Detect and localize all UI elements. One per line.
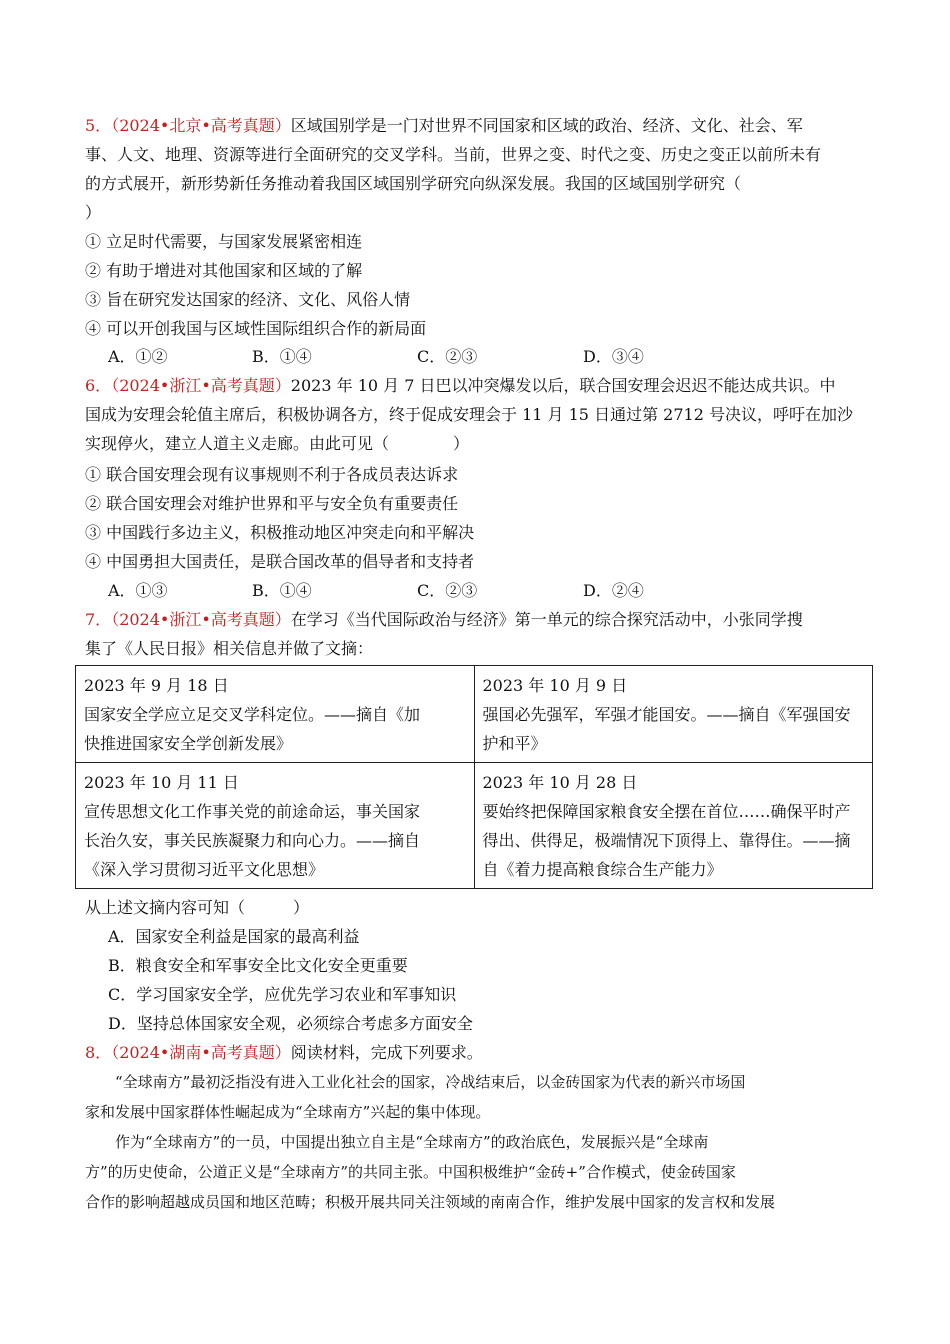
- q8-material-line: “全球南方”最初泛指没有进入工业化社会的国家，冷战结束后，以金砖国家为代表的新兴市场国: [85, 1073, 746, 1091]
- table-cell: [76, 666, 475, 763]
- table-cell: [76, 763, 475, 889]
- q8-intro: 阅读材料，完成下列要求。: [290, 1043, 483, 1062]
- q5-line-4: ）: [85, 203, 102, 222]
- excerpt-text: 自《着力提高粮食综合生产能力》: [482, 860, 723, 879]
- q5-option-d[interactable]: D．③④: [583, 347, 644, 366]
- q5-option-b[interactable]: B．①④: [252, 347, 312, 366]
- q6-line-3: 实现停火，建立人道主义走廊。由此可见（ ）: [85, 434, 470, 453]
- q5-option-a[interactable]: A．①②: [108, 347, 168, 366]
- excerpt-text: 宣传思想文化工作事关党的前途命运，事关国家: [84, 802, 421, 821]
- q7-option-a[interactable]: A．国家安全利益是国家的最高利益: [108, 927, 360, 946]
- q6-number: 6．: [85, 376, 112, 395]
- q8-source: （2024•湖南•高考真题）: [111, 1043, 291, 1062]
- excerpt-text: 长治久安，事关民族凝聚力和向心力。——摘自: [84, 831, 421, 850]
- q8-material-line: 家和发展中国家群体性崛起成为“全球南方”兴起的集中体现。: [85, 1103, 491, 1121]
- q6-option-d[interactable]: D．②④: [583, 581, 644, 600]
- q6-item-3: ③ 中国践行多边主义，积极推动地区冲突走向和平解决: [85, 523, 475, 542]
- excerpt-date: 2023 年 9 月 18 日: [84, 676, 229, 695]
- q6-option-b[interactable]: B．①④: [252, 581, 312, 600]
- q7-line-2: 集了《人民日报》相关信息并做了文摘：: [85, 639, 374, 658]
- q5-item-2: ② 有助于增进对其他国家和区域的了解: [85, 261, 363, 280]
- excerpt-text: 国家安全学应立足交叉学科定位。——摘自《加: [84, 705, 421, 724]
- q7-option-c[interactable]: C．学习国家安全学，应优先学习农业和军事知识: [108, 985, 457, 1004]
- q7-text-1: 在学习《当代国际政治与经济》第一单元的综合探究活动中，小张同学搜: [290, 610, 803, 629]
- q6-item-1: ① 联合国安理会现有议事规则不利于各成员表达诉求: [85, 465, 459, 484]
- q7-line-1: [85, 605, 875, 634]
- excerpt-text: 《深入学习贯彻习近平文化思想》: [84, 860, 325, 879]
- q6-source: （2024•浙江•高考真题）: [111, 376, 291, 395]
- q8-material-line: 作为“全球南方”的一员，中国提出独立自主是“全球南方”的政治底色，发展振兴是“全球南: [85, 1133, 709, 1151]
- q8-material-line: 方”的历史使命，公道正义是“全球南方”的共同主张。中国积极维护“金砖+”合作模式，使金砖国家: [85, 1163, 736, 1181]
- table-row: [76, 666, 873, 763]
- q8-line-1: [85, 1038, 875, 1067]
- table-cell: [474, 666, 873, 763]
- q5-option-c[interactable]: C．②③: [417, 347, 478, 366]
- q6-line-2: 国成为安理会轮值主席后，积极协调各方，终于促成安理会于 11 月 15 日通过第 2712 号决议，呼吁在加沙: [85, 405, 853, 424]
- q5-item-3: ③ 旨在研究发达国家的经济、文化、风俗人情: [85, 290, 411, 309]
- q6-line-1: [85, 371, 875, 400]
- excerpt-text: 快推进国家安全学创新发展》: [84, 734, 293, 753]
- excerpt-table: [75, 665, 873, 889]
- excerpt-text: 要始终把保障国家粮食安全摆在首位……确保平时产: [482, 802, 851, 821]
- q8-material-line: 合作的影响超越成员国和地区范畴；积极开展共同关注领域的南南合作，维护发展中国家的发言权和发展: [85, 1193, 776, 1211]
- excerpt-date: 2023 年 10 月 28 日: [482, 773, 638, 792]
- q6-text-1: 2023 年 10 月 7 日巴以冲突爆发以后，联合国安理会迟迟不能达成共识。中: [290, 376, 836, 395]
- q5-item-4: ④ 可以开创我国与区域性国际组织合作的新局面: [85, 319, 427, 338]
- q6-item-4: ④ 中国勇担大国责任，是联合国改革的倡导者和支持者: [85, 552, 475, 571]
- q5-number: 5．: [85, 116, 112, 135]
- q7-stem: 从上述文摘内容可知（ ）: [85, 898, 310, 917]
- q7-number: 7．: [85, 610, 112, 629]
- q6-option-c[interactable]: C．②③: [417, 581, 478, 600]
- excerpt-text: 得出、供得足，极端情况下顶得上、靠得住。——摘: [482, 831, 851, 850]
- q8-number: 8．: [85, 1043, 112, 1062]
- q6-item-2: ② 联合国安理会对维护世界和平与安全负有重要责任: [85, 494, 459, 513]
- q5-item-1: ① 立足时代需要，与国家发展紧密相连: [85, 232, 363, 251]
- q5-line-2: 事、人文、地理、资源等进行全面研究的交叉学科。当前，世界之变、时代之变、历史之变正以前所未有: [85, 145, 822, 164]
- excerpt-text: 护和平》: [482, 734, 547, 753]
- q5-text-1: 区域国别学是一门对世界不同国家和区域的政治、经济、文化、社会、军: [290, 116, 803, 135]
- q5-source: （2024•北京•高考真题）: [111, 116, 291, 135]
- q7-option-b[interactable]: B．粮食安全和军事安全比文化安全更重要: [108, 956, 408, 975]
- table-cell: [474, 763, 873, 889]
- q6-option-a[interactable]: A．①③: [108, 581, 168, 600]
- q5-line-3: 的方式展开，新形势新任务推动着我国区域国别学研究向纵深发展。我国的区域国别学研究（: [85, 174, 742, 193]
- excerpt-date: 2023 年 10 月 9 日: [482, 676, 628, 695]
- q5-line-1: [85, 111, 875, 140]
- excerpt-text: 强国必先强军，军强才能国安。——摘自《军强国安: [482, 705, 851, 724]
- q7-source: （2024•浙江•高考真题）: [111, 610, 291, 629]
- table-row: [76, 763, 873, 889]
- excerpt-date: 2023 年 10 月 11 日: [84, 773, 239, 792]
- q7-option-d[interactable]: D．坚持总体国家安全观，必须综合考虑多方面安全: [108, 1014, 473, 1033]
